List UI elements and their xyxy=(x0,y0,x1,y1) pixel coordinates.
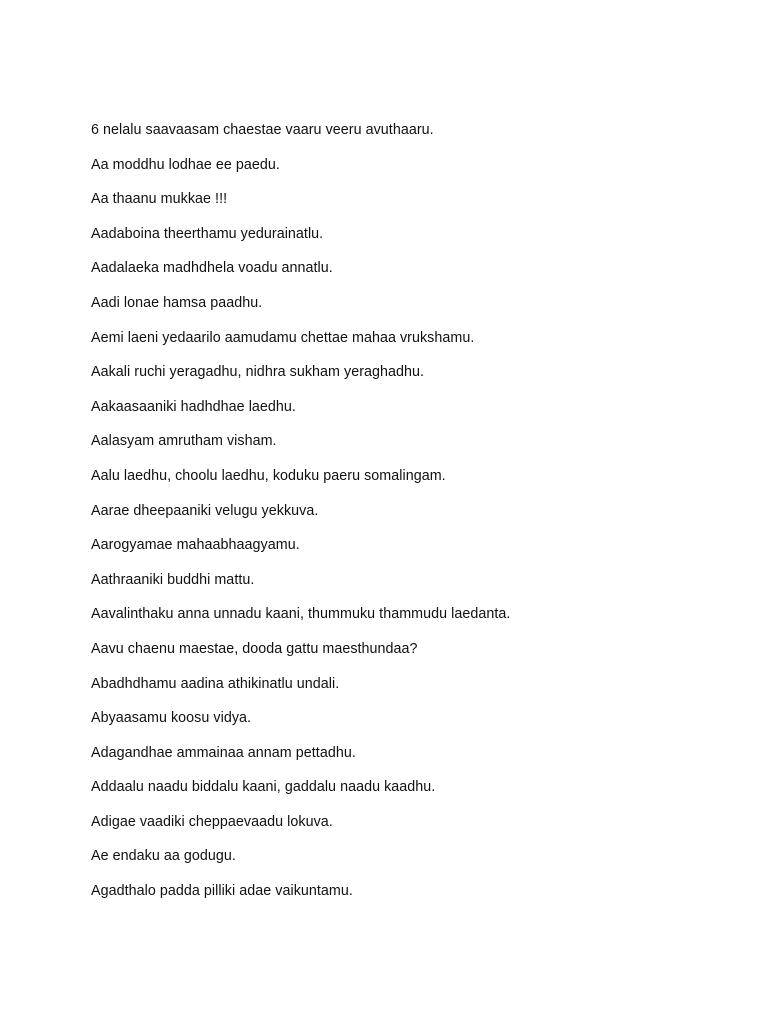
proverb-line: Aathraaniki buddhi mattu. xyxy=(91,571,255,588)
proverb-list xyxy=(91,121,510,917)
proverb-line: Agadthalo padda pilliki adae vaikuntamu. xyxy=(91,883,353,900)
proverb-line: Aa moddhu lodhae ee paedu. xyxy=(91,156,280,173)
proverb-line: Abadhdhamu aadina athikinatlu undali. xyxy=(91,675,340,692)
proverb-line: Aadaboina theerthamu yedurainatlu. xyxy=(91,225,324,242)
proverb-line: Adagandhae ammainaa annam pettadhu. xyxy=(91,744,356,761)
proverb-line: Adigae vaadiki cheppaevaadu lokuva. xyxy=(91,813,333,830)
proverb-line: Aakali ruchi yeragadhu, nidhra sukham yeraghadhu. xyxy=(91,364,425,381)
proverb-line: Aalu laedhu, choolu laedhu, koduku paeru somalingam. xyxy=(91,467,446,484)
proverb-line: 6 nelalu saavaasam chaestae vaaru veeru avuthaaru. xyxy=(91,122,434,138)
proverb-line: Aalasyam amrutham visham. xyxy=(91,433,277,450)
proverb-line: Aakaasaaniki hadhdhae laedhu. xyxy=(91,398,296,415)
proverb-line: Ae endaku aa godugu. xyxy=(91,848,236,865)
proverb-line: Aa thaanu mukkae !!! xyxy=(91,191,228,208)
proverb-line: Aemi laeni yedaarilo aamudamu chettae mahaa vrukshamu. xyxy=(91,329,475,346)
proverb-line: Aarae dheepaaniki velugu yekkuva. xyxy=(91,502,319,519)
proverb-line: Aadalaeka madhdhela voadu annatlu. xyxy=(91,260,333,277)
proverb-line: Aavu chaenu maestae, dooda gattu maesthundaa? xyxy=(91,640,418,657)
proverb-line: Aarogyamae mahaabhaagyamu. xyxy=(91,537,300,554)
proverb-line: Abyaasamu koosu vidya. xyxy=(91,710,252,727)
proverb-line: Aadi lonae hamsa paadhu. xyxy=(91,294,263,311)
proverb-line: Aavalinthaku anna unnadu kaani, thummuku thammudu laedanta. xyxy=(91,606,511,623)
proverb-line: Addaalu naadu biddalu kaani, gaddalu naadu kaadhu. xyxy=(91,779,436,796)
